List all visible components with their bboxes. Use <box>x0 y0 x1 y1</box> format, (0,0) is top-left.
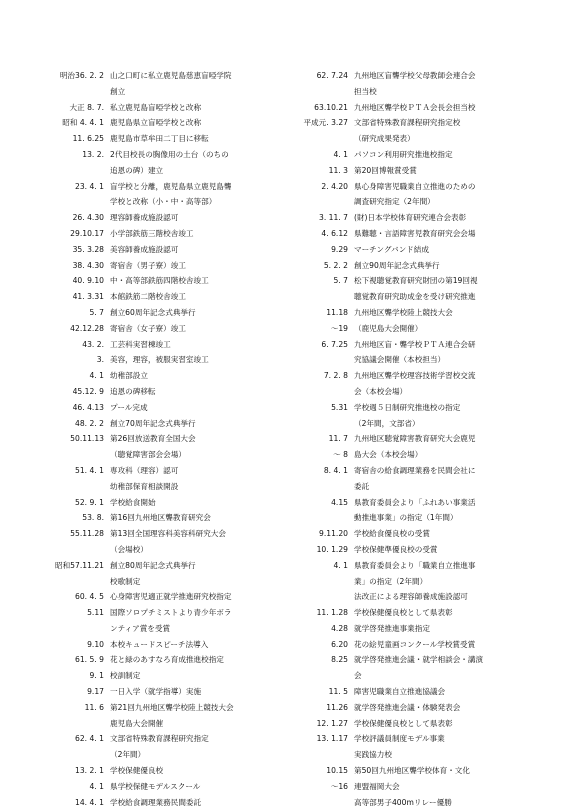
entry-text: 創立80周年記念式典挙行 <box>110 560 196 570</box>
history-entry <box>306 242 542 258</box>
history-entry <box>60 463 296 479</box>
entry-text: （2年間，文部省） <box>354 418 420 428</box>
entry-text: 学校評議員制度モデル事業 <box>354 734 445 744</box>
history-entry <box>306 400 542 416</box>
entry-date: 13. 1.17 <box>316 734 348 744</box>
entry-text: 中・高等部鉄筋四階校舎竣工 <box>110 276 209 286</box>
entry-text: 学校保健優良校として県表彰 <box>354 718 453 728</box>
entry-date <box>292 668 354 684</box>
entry-text: 鹿児島県立盲啞学校と改称 <box>110 118 202 128</box>
entry-text: 追恩の碑）建立 <box>110 165 164 175</box>
history-entry <box>60 352 296 368</box>
entry-date <box>48 84 110 100</box>
entry-text: 松下視聴覚教育研究財団の第19回視 <box>354 276 478 286</box>
history-entry <box>306 100 542 116</box>
entry-text: 学校と改称（小・中・高等部） <box>110 197 217 207</box>
entry-date: 55.11.28 <box>70 529 104 539</box>
entry-text: 第21回九州地区聾学校陸上競技大会 <box>110 702 234 712</box>
history-entry <box>60 321 296 337</box>
history-entry <box>60 763 296 779</box>
entry-date <box>48 621 110 637</box>
entry-date <box>48 574 110 590</box>
history-entry <box>60 495 296 511</box>
history-entry <box>60 163 296 179</box>
entry-text: 県学校保健モデルスクール <box>110 781 201 791</box>
entry-text: 高等部男子400mリレー優勝 <box>354 797 452 807</box>
entry-date: 11. 1.28 <box>316 608 348 618</box>
entry-text: 私立鹿児島盲啞学校と改称 <box>110 102 202 112</box>
entry-date: 5. 7 <box>333 276 348 286</box>
entry-date: 48. 2. 2 <box>75 418 104 428</box>
entry-text: 第20回博報賞受賞 <box>354 165 417 175</box>
entry-text: 文部省特殊教育課程研究指定 <box>110 734 209 744</box>
entry-text: 学校保健準優良校の受賞 <box>354 544 438 554</box>
entry-date <box>48 447 110 463</box>
entry-date: 11.18 <box>326 307 348 317</box>
entry-date <box>292 131 354 147</box>
history-entry <box>60 337 296 353</box>
entry-date: 62. 7.24 <box>316 71 348 80</box>
history-entry <box>306 700 542 716</box>
history-entry <box>306 447 542 463</box>
entry-text: 学校給食開始 <box>110 497 156 507</box>
history-entry <box>306 637 542 653</box>
entry-text: 担当校 <box>354 86 377 96</box>
entry-text: 法改正による理容師養成施設認可 <box>354 592 468 602</box>
entry-date: 3. 11. 7 <box>319 213 348 223</box>
history-entry <box>306 368 542 384</box>
entry-text: プール完成 <box>110 402 148 412</box>
entry-text: 追恩の碑移転 <box>110 386 156 396</box>
history-entry <box>60 747 296 763</box>
history-entry <box>60 226 296 242</box>
entry-date: 46. 4.13 <box>72 402 104 412</box>
entry-text: 学校保健優良校 <box>110 766 164 776</box>
entry-text: 創立 <box>110 86 126 96</box>
entry-text: 就学啓発推進事業指定 <box>354 623 430 633</box>
entry-text: 第16回九州地区聾教育研究会 <box>110 513 211 523</box>
history-entry <box>306 305 542 321</box>
entry-text: 創立60周年記念式典挙行 <box>110 307 196 317</box>
entry-date: 26. 4.30 <box>72 213 104 223</box>
entry-date: 4.15 <box>331 497 348 507</box>
history-entry <box>306 194 542 210</box>
entry-date <box>292 574 354 590</box>
history-entry <box>306 605 542 621</box>
entry-date <box>292 747 354 763</box>
history-entry <box>306 716 542 732</box>
entry-date: 8. 4. 1 <box>323 465 348 475</box>
entry-date <box>292 194 354 210</box>
history-entry <box>60 431 296 447</box>
entry-date: 52. 9. 1 <box>75 497 104 507</box>
entry-date: 昭和 4. 4. 1 <box>62 118 104 128</box>
entry-date: 62. 4. 1 <box>75 734 104 744</box>
entry-date: 40. 9.10 <box>72 276 104 286</box>
history-entry <box>60 652 296 668</box>
entry-text: 学校週５日制研究推進校の指定 <box>354 402 461 412</box>
entry-text: 連盟福岡大会 <box>354 781 400 791</box>
history-entry <box>60 384 296 400</box>
entry-text: （2年間） <box>110 750 146 760</box>
entry-date: 5.11 <box>87 608 104 618</box>
history-entry <box>306 258 542 274</box>
entry-text: 会（本校会場） <box>354 386 408 396</box>
history-entry <box>306 337 542 353</box>
entry-text: 創立90周年記念式典挙行 <box>354 260 440 270</box>
entry-date: 11. 6 <box>84 702 104 712</box>
history-entry <box>306 384 542 400</box>
entry-text: 県心身障害児職業自立推進のための <box>354 181 476 191</box>
history-entry <box>60 147 296 163</box>
entry-date: 4. 1 <box>333 560 348 570</box>
history-entry <box>306 763 542 779</box>
entry-date <box>292 589 354 605</box>
entry-text: 九州地区盲・聾学校ＰＴＡ連合会研 <box>354 339 476 349</box>
history-entry <box>306 289 542 305</box>
entry-text: 学校給食優良校の受賞 <box>354 529 430 539</box>
entry-date: 5. 7 <box>89 307 104 317</box>
entry-text: 心身障害児適正就学推進研究校指定 <box>110 592 232 602</box>
entry-date: 9.10 <box>87 639 104 649</box>
entry-date: 11. 7 <box>328 434 348 444</box>
history-entry <box>60 542 296 558</box>
history-entry <box>306 179 542 195</box>
entry-date: 明治36. 2. 2 <box>59 71 104 80</box>
entry-text: 本館鉄筋二階校舎竣工 <box>110 292 186 302</box>
entry-date: 4. 6.12 <box>321 228 348 238</box>
history-entry <box>60 416 296 432</box>
history-entry <box>60 84 296 100</box>
history-entry <box>60 526 296 542</box>
entry-date: 3. <box>96 355 104 365</box>
entry-text: 究協議会開催（本校担当） <box>354 355 446 365</box>
entry-date: 35. 3.28 <box>72 244 104 254</box>
entry-text: （鹿児島大会開催） <box>354 323 423 333</box>
entry-date <box>48 194 110 210</box>
history-entry <box>306 526 542 542</box>
entry-date <box>292 352 354 368</box>
entry-date: 4.28 <box>331 623 348 633</box>
entry-text: 校訓制定 <box>110 671 141 681</box>
entry-date: 63.10.21 <box>314 102 348 112</box>
entry-date: 38. 4.30 <box>72 260 104 270</box>
entry-text: 文部省特殊教育課程研究指定校 <box>354 118 461 128</box>
history-entry <box>306 210 542 226</box>
entry-text: 県教育委員会より「ふれあい事業活 <box>354 497 476 507</box>
history-entry <box>306 147 542 163</box>
entry-text: 寄宿舎の給食調理業務を民間会社に <box>354 465 476 475</box>
entry-date: 50.11.13 <box>70 434 104 444</box>
history-entry <box>60 605 296 621</box>
entry-date: 平成元. 3.27 <box>303 118 348 128</box>
entry-date: 29.10.17 <box>70 228 104 238</box>
entry-date: 10. 1.29 <box>316 544 348 554</box>
entry-date <box>292 84 354 100</box>
history-entry <box>306 510 542 526</box>
history-entry <box>306 431 542 447</box>
history-entry <box>60 574 296 590</box>
entry-text: 実践協力校 <box>354 750 392 760</box>
entry-date: 大正 8. 7. <box>69 102 104 112</box>
entry-date: ～16 <box>330 781 348 791</box>
entry-text: ンティア賞を受賞 <box>110 623 171 633</box>
history-entry <box>60 242 296 258</box>
entry-date: 昭和57.11.21 <box>54 560 104 570</box>
history-entry <box>60 305 296 321</box>
entry-text: 幼稚部設立 <box>110 371 148 381</box>
entry-date: 45.12. 9 <box>72 386 104 396</box>
entry-text: 小学部鉄筋三階校舎竣工 <box>110 228 194 238</box>
entry-date: 4. 1 <box>89 371 104 381</box>
entry-text: （研究成果発表） <box>354 134 415 144</box>
entry-text: マーチングバンド結成 <box>354 244 429 254</box>
entry-date: 11. 5 <box>328 687 348 697</box>
entry-text: 鹿児島市草牟田二丁目に移転 <box>110 134 209 144</box>
history-entry <box>60 700 296 716</box>
entry-text: 花の絵児童画コンクール学校賞受賞 <box>354 639 476 649</box>
history-entry <box>60 131 296 147</box>
entry-date <box>292 479 354 495</box>
history-entry <box>306 352 542 368</box>
history-entry <box>60 779 296 795</box>
history-entry <box>306 273 542 289</box>
history-entry <box>306 652 542 668</box>
history-entry <box>306 684 542 700</box>
entry-date <box>292 416 354 432</box>
entry-date <box>292 795 354 810</box>
history-entry <box>306 416 542 432</box>
entry-date: 53. 8. <box>82 513 104 523</box>
entry-text: 盲学校と分離，鹿児島県立鹿児島聾 <box>110 181 232 191</box>
entry-date: 14. 4. 1 <box>75 797 104 807</box>
entry-date <box>48 542 110 558</box>
entry-text: 島大会（本校会場） <box>354 450 423 460</box>
entry-text: 就学啓発推進会議・体験発表会 <box>354 702 461 712</box>
entry-text: 理容師養成施設認可 <box>110 213 179 223</box>
history-entry <box>60 621 296 637</box>
history-entry <box>60 479 296 495</box>
entry-text: 美容師養成施設認可 <box>110 244 179 254</box>
history-entry <box>306 226 542 242</box>
history-entry <box>306 495 542 511</box>
history-entry <box>60 115 296 131</box>
history-entry <box>60 510 296 526</box>
entry-text: （聴覚障害部会会場） <box>110 450 186 460</box>
entry-date: 5. 2. 2 <box>323 260 348 270</box>
history-column-right <box>303 68 542 810</box>
entry-date: 61. 5. 9 <box>75 655 104 665</box>
history-entry <box>306 479 542 495</box>
history-entry <box>60 716 296 732</box>
history-entry <box>306 321 542 337</box>
entry-date <box>292 384 354 400</box>
entry-text: 動推進事業」の指定（1年間） <box>354 513 458 523</box>
history-entry <box>306 131 542 147</box>
history-entry <box>60 795 296 810</box>
entry-date: 13. 2. <box>82 149 104 159</box>
entry-text: 一日入学（就学指導）実施 <box>110 687 202 697</box>
entry-date: 8.25 <box>331 655 348 665</box>
entry-text: 九州地区聾学校理容技術学習校交流 <box>354 371 476 381</box>
entry-date: 41. 3.31 <box>72 292 104 302</box>
entry-date: 12. 1.27 <box>316 718 348 728</box>
history-entry <box>60 179 296 195</box>
history-entry <box>60 100 296 116</box>
history-entry <box>60 68 296 84</box>
history-entry <box>306 589 542 605</box>
entry-text: 美容，理容，被服実習室竣工 <box>110 355 209 365</box>
entry-text: 幼稚部保育相談開設 <box>110 481 179 491</box>
entry-text: 業」の指定（2年間） <box>354 576 428 586</box>
entry-date: 10.15 <box>326 766 348 776</box>
entry-text: 鹿児島大会開催 <box>110 718 164 728</box>
entry-text: 第26回放送教育全国大会 <box>110 434 196 444</box>
entry-text: 学校保健優良校として県表彰 <box>354 608 453 618</box>
history-entry <box>60 258 296 274</box>
history-entry <box>60 400 296 416</box>
entry-date <box>292 510 354 526</box>
entry-date: 9. 1 <box>89 671 104 681</box>
entry-text: 県難聴・言語障害児教育研究会会場 <box>354 228 476 238</box>
history-entry <box>60 684 296 700</box>
entry-date: 6. 7.25 <box>321 339 348 349</box>
entry-date: 6.20 <box>331 639 348 649</box>
entry-text: 九州地区聴覚障害教育研究大会鹿児 <box>354 434 476 444</box>
history-entry <box>306 747 542 763</box>
entry-date: 11.26 <box>326 702 348 712</box>
history-entry <box>60 368 296 384</box>
entry-date <box>48 716 110 732</box>
history-entry <box>306 163 542 179</box>
history-column-left <box>54 68 296 810</box>
entry-text: (財)日本学校体育研究連合会表彰 <box>354 213 467 223</box>
history-entry <box>60 637 296 653</box>
entry-text: 県教育委員会より「職業自立推進事 <box>354 560 476 570</box>
entry-text: （会場校） <box>110 544 148 554</box>
history-entry <box>306 779 542 795</box>
entry-date <box>48 747 110 763</box>
entry-text: 会 <box>354 671 362 681</box>
entry-date: 9.17 <box>87 687 104 697</box>
history-entry <box>306 542 542 558</box>
entry-date: 4. 1 <box>89 781 104 791</box>
entry-text: 障害児職業自立推進協議会 <box>354 687 446 697</box>
history-entry <box>60 731 296 747</box>
entry-text: 工芸科実習棟竣工 <box>110 339 171 349</box>
entry-date: 60. 4. 5 <box>75 592 104 602</box>
history-entry <box>306 558 542 574</box>
entry-text: 寄宿舎（男子寮）竣工 <box>110 260 186 270</box>
history-entry <box>303 115 542 131</box>
entry-text: 校歌制定 <box>110 576 141 586</box>
history-entry <box>60 589 296 605</box>
entry-date: 4. 1 <box>333 149 348 159</box>
entry-text: 第13回全国理容科美容科研究大会 <box>110 529 226 539</box>
entry-date: 11. 6.25 <box>72 134 104 144</box>
entry-date: 42.12.28 <box>70 323 104 333</box>
entry-text: 就学啓発推進会議・就学相談会・講演 <box>354 655 484 665</box>
entry-text: 学校給食調理業務民間委託 <box>110 797 202 807</box>
entry-text: 専攻科（理容）認可 <box>110 465 179 475</box>
history-entry <box>54 558 296 574</box>
entry-text: 創立70周年記念式典挙行 <box>110 418 196 428</box>
history-entry <box>60 194 296 210</box>
entry-date: ～19 <box>330 323 348 333</box>
history-entry <box>306 463 542 479</box>
entry-text: 本校キュードスピーチ法導入 <box>110 639 209 649</box>
history-entry <box>60 668 296 684</box>
entry-date: 9.29 <box>331 244 348 254</box>
entry-text: 第50回九州地区聾学校体育・文化 <box>354 766 470 776</box>
entry-date <box>48 163 110 179</box>
entry-text: 九州地区聾学校陸上競技大会 <box>354 307 453 317</box>
entry-text: 委託 <box>354 481 370 491</box>
history-entry <box>306 668 542 684</box>
entry-date: 51. 4. 1 <box>75 465 104 475</box>
entry-date: 13. 2. 1 <box>75 766 104 776</box>
entry-date <box>292 289 354 305</box>
history-entry <box>60 273 296 289</box>
history-entry <box>306 84 542 100</box>
history-entry <box>306 621 542 637</box>
entry-text: 寄宿舎（女子寮）竣工 <box>110 323 186 333</box>
entry-date: 11. 3 <box>328 165 348 175</box>
entry-text: 2代目校長の胸像用の土台（のちの <box>110 149 229 159</box>
entry-date: 2. 4.20 <box>321 181 348 191</box>
entry-text: 花と緑のあすなろ育成推進校指定 <box>110 655 224 665</box>
entry-text: パソコン利用研究推進校指定 <box>354 149 453 159</box>
entry-date: 5.31 <box>331 402 348 412</box>
entry-text: 調査研究指定（2年間） <box>354 197 435 207</box>
entry-text: 九州地区盲聾学校父母教師会連合会 <box>354 71 476 80</box>
entry-date: ～ 8 <box>333 450 348 460</box>
entry-date: 9.11.20 <box>319 529 348 539</box>
history-entry <box>60 289 296 305</box>
entry-date <box>48 479 110 495</box>
entry-date: 7. 2. 8 <box>323 371 348 381</box>
entry-text: 聴覚教育研究助成金を受け研究推進 <box>354 292 476 302</box>
entry-text: 九州地区聾学校ＰＴＡ会長会担当校 <box>354 102 476 112</box>
history-entry <box>60 447 296 463</box>
history-entry <box>306 795 542 810</box>
entry-date: 23. 4. 1 <box>75 181 104 191</box>
history-entry <box>306 68 542 84</box>
history-entry <box>60 210 296 226</box>
entry-date: 43. 2. <box>82 339 104 349</box>
history-entry <box>306 731 542 747</box>
history-entry <box>306 574 542 590</box>
entry-text: 国際ソロプチミストより青少年ボラ <box>110 608 232 618</box>
entry-text: 山之口町に私立鹿児島慈恵盲啞学院 <box>110 71 232 80</box>
